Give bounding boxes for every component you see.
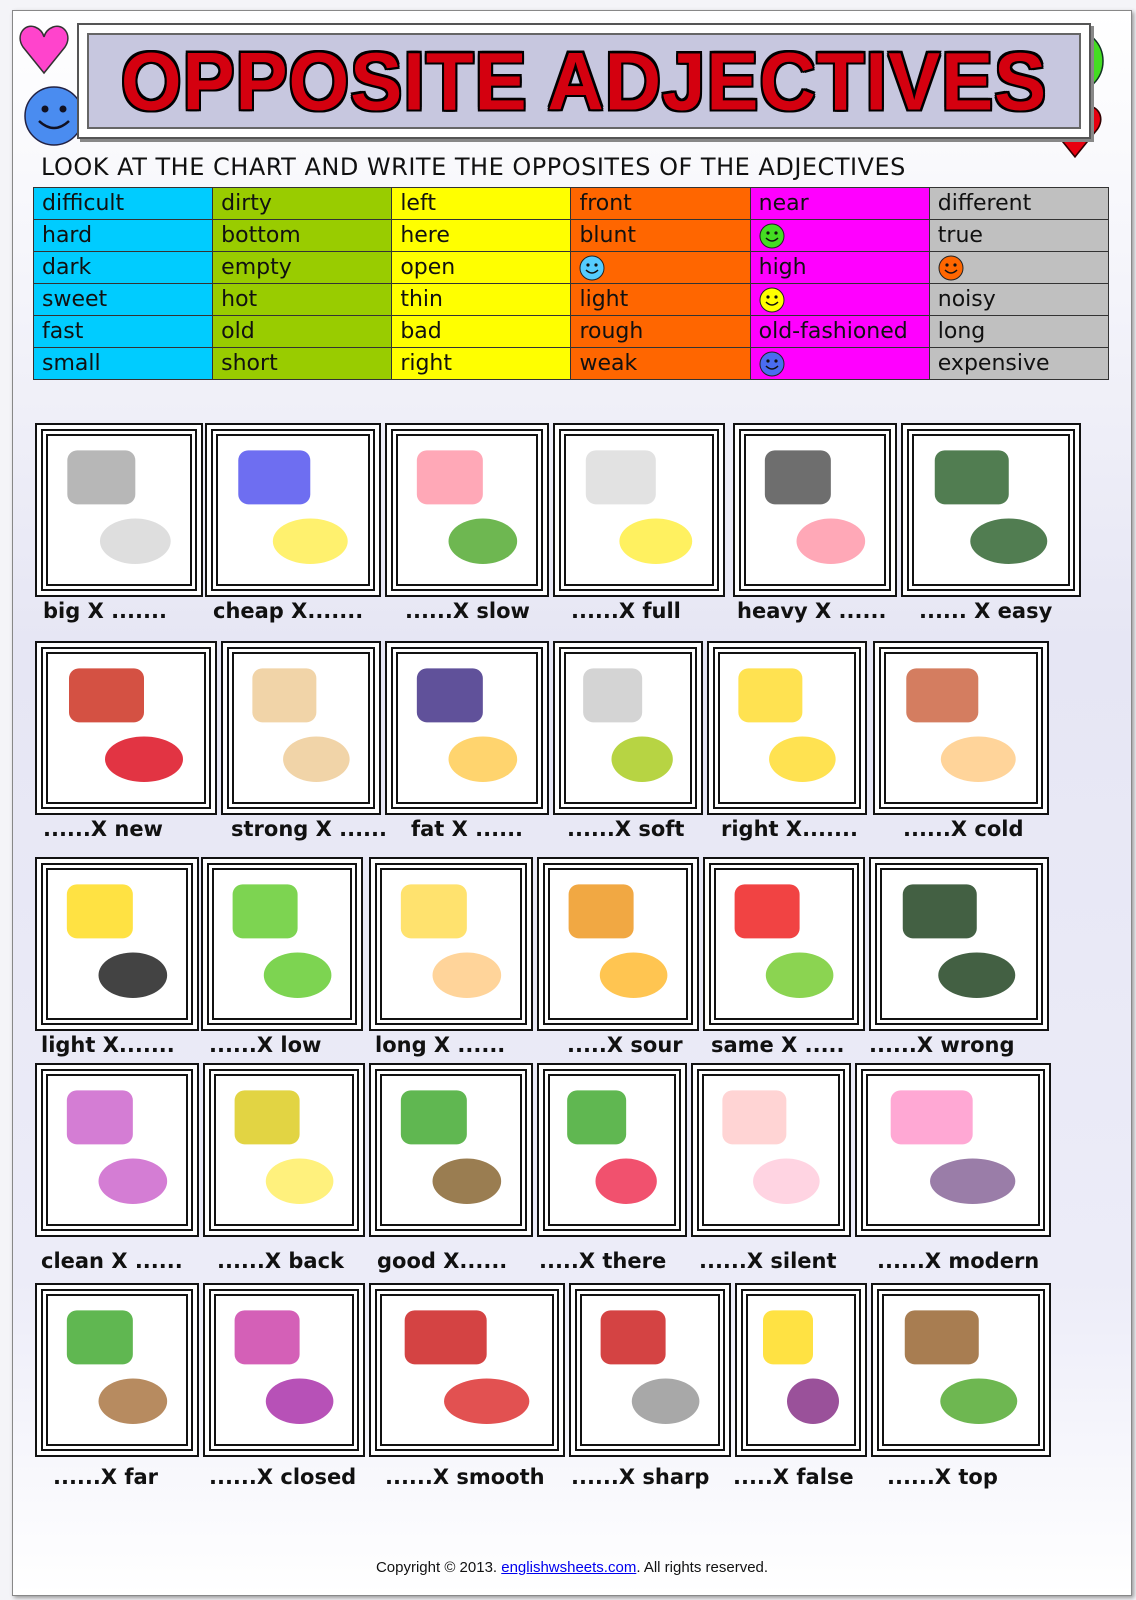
illustration-icon xyxy=(585,1299,715,1441)
picture-caption[interactable]: .....X sour xyxy=(567,1033,683,1057)
chart-cell: weak xyxy=(571,348,750,380)
chart-cell: blunt xyxy=(571,220,750,252)
picture-caption[interactable]: ......X modern xyxy=(877,1249,1040,1273)
picture-card xyxy=(735,1283,867,1457)
picture-card xyxy=(35,1063,199,1237)
picture-card xyxy=(203,1063,365,1237)
chart-cell: near xyxy=(750,188,929,220)
worksheet-page xyxy=(12,10,1132,1596)
illustration-icon xyxy=(221,439,365,581)
chart-smiley-cell xyxy=(929,252,1108,284)
picture-caption[interactable]: ......X top xyxy=(887,1465,998,1489)
illustration-icon xyxy=(885,873,1033,1015)
chart-cell: hot xyxy=(213,284,392,316)
chart-cell: dark xyxy=(34,252,213,284)
chart-cell: front xyxy=(571,188,750,220)
illustration-icon xyxy=(385,873,517,1015)
picture-card xyxy=(553,423,725,597)
chart-smiley-cell xyxy=(571,252,750,284)
chart-smiley-cell xyxy=(750,284,929,316)
illustration-icon xyxy=(219,1079,349,1221)
chart-cell: true xyxy=(929,220,1108,252)
chart-cell: right xyxy=(392,348,571,380)
illustration-icon xyxy=(385,1079,517,1221)
chart-smiley-cell xyxy=(750,348,929,380)
chart-cell: difficult xyxy=(34,188,213,220)
chart-cell: high xyxy=(750,252,929,284)
picture-caption[interactable]: .....X false xyxy=(733,1465,854,1489)
chart-cell: expensive xyxy=(929,348,1108,380)
picture-caption[interactable]: ......X soft xyxy=(567,817,685,841)
illustration-icon xyxy=(569,439,709,581)
illustration-icon xyxy=(219,1299,349,1441)
picture-caption[interactable]: clean X ...... xyxy=(41,1249,183,1273)
chart-cell: here xyxy=(392,220,571,252)
chart-row xyxy=(34,252,1109,284)
picture-card xyxy=(869,857,1049,1031)
illustration-icon xyxy=(749,439,881,581)
copyright-prefix: Copyright © 2013. xyxy=(375,1559,502,1576)
picture-card xyxy=(221,641,381,815)
illustration-icon xyxy=(707,1079,835,1221)
chart-cell: thin xyxy=(392,284,571,316)
picture-caption[interactable]: good X...... xyxy=(377,1249,508,1273)
picture-caption[interactable]: big X ....... xyxy=(43,599,167,623)
picture-card xyxy=(35,857,199,1031)
chart-row xyxy=(34,316,1109,348)
picture-caption[interactable]: light X....... xyxy=(41,1033,175,1057)
illustration-icon xyxy=(385,1299,549,1441)
picture-card xyxy=(385,423,549,597)
chart-cell: bad xyxy=(392,316,571,348)
picture-card xyxy=(537,1063,687,1237)
picture-caption[interactable]: ......X cold xyxy=(903,817,1024,841)
chart-row xyxy=(34,220,1109,252)
picture-card xyxy=(35,423,203,597)
chart-cell: hard xyxy=(34,220,213,252)
picture-card xyxy=(901,423,1081,597)
illustration-icon xyxy=(889,657,1033,799)
picture-card xyxy=(203,1283,365,1457)
illustration-icon xyxy=(237,657,365,799)
chart-row xyxy=(34,188,1109,220)
instruction-text: LOOK AT THE CHART AND WRITE THE OPPOSITES OF THE ADJECTIVES xyxy=(41,153,906,181)
illustration-icon xyxy=(51,439,187,581)
chart-cell: dirty xyxy=(213,188,392,220)
adjectives-chart xyxy=(33,187,1109,380)
chart-cell: sweet xyxy=(34,284,213,316)
smiley-icon xyxy=(579,255,605,281)
page-title: OPPOSITE ADJECTIVES xyxy=(120,34,1048,127)
picture-card xyxy=(35,641,217,815)
illustration-icon xyxy=(553,873,683,1015)
picture-caption[interactable]: ......X low xyxy=(209,1033,322,1057)
illustration-icon xyxy=(917,439,1065,581)
picture-caption[interactable]: ......X far xyxy=(53,1465,159,1489)
smiley-icon xyxy=(759,223,785,249)
picture-card xyxy=(205,423,381,597)
illustration-icon xyxy=(871,1079,1035,1221)
picture-card xyxy=(369,1283,565,1457)
chart-cell: empty xyxy=(213,252,392,284)
chart-cell: bottom xyxy=(213,220,392,252)
chart-row xyxy=(34,348,1109,380)
picture-caption[interactable]: ...... X easy xyxy=(919,599,1053,623)
picture-caption[interactable]: ......X back xyxy=(217,1249,344,1273)
picture-caption[interactable]: long X ...... xyxy=(375,1033,506,1057)
illustration-icon xyxy=(723,657,851,799)
illustration-icon xyxy=(217,873,347,1015)
chart-cell: rough xyxy=(571,316,750,348)
picture-card xyxy=(537,857,699,1031)
picture-caption[interactable]: strong X ...... xyxy=(231,817,387,841)
picture-caption[interactable]: same X ..... xyxy=(711,1033,845,1057)
picture-caption[interactable]: cheap X....... xyxy=(213,599,364,623)
picture-caption[interactable]: ......X smooth xyxy=(385,1465,545,1489)
chart-cell: left xyxy=(392,188,571,220)
smiley-icon xyxy=(759,287,785,313)
smiley-icon xyxy=(759,351,785,377)
chart-cell: old xyxy=(213,316,392,348)
picture-card xyxy=(369,1063,533,1237)
chart-cell: fast xyxy=(34,316,213,348)
illustration-icon xyxy=(553,1079,671,1221)
picture-card xyxy=(707,641,867,815)
chart-cell: different xyxy=(929,188,1108,220)
illustration-icon xyxy=(51,657,201,799)
illustration-icon xyxy=(51,1079,183,1221)
picture-card xyxy=(871,1283,1051,1457)
picture-caption[interactable]: ......X sharp xyxy=(571,1465,710,1489)
picture-card xyxy=(369,857,533,1031)
illustration-icon xyxy=(51,1299,183,1441)
picture-card xyxy=(733,423,897,597)
illustration-icon xyxy=(51,873,183,1015)
chart-cell: open xyxy=(392,252,571,284)
copyright-footer xyxy=(13,1559,1131,1576)
picture-caption[interactable]: fat X ...... xyxy=(411,817,524,841)
picture-card xyxy=(35,1283,199,1457)
illustration-icon xyxy=(401,657,533,799)
chart-cell: light xyxy=(571,284,750,316)
picture-caption[interactable]: ......X new xyxy=(43,817,163,841)
chart-cell: small xyxy=(34,348,213,380)
picture-caption[interactable]: right X....... xyxy=(721,817,858,841)
chart-row xyxy=(34,284,1109,316)
illustration-icon xyxy=(751,1299,851,1441)
picture-card xyxy=(873,641,1049,815)
picture-caption[interactable]: ......X silent xyxy=(699,1249,837,1273)
picture-caption[interactable]: ......X wrong xyxy=(869,1033,1015,1057)
picture-card xyxy=(553,641,703,815)
smiley-icon xyxy=(938,255,964,281)
chart-cell: short xyxy=(213,348,392,380)
illustration-icon xyxy=(401,439,533,581)
picture-card xyxy=(855,1063,1051,1237)
picture-caption[interactable]: ......X slow xyxy=(405,599,530,623)
chart-cell: old-fashioned xyxy=(750,316,929,348)
copyright-link[interactable]: englishwsheets.com xyxy=(501,1559,637,1576)
pink-heart-icon xyxy=(19,23,69,75)
picture-card xyxy=(703,857,865,1031)
picture-caption[interactable]: .....X there xyxy=(539,1249,667,1273)
blue-smiley-icon xyxy=(23,85,85,147)
picture-caption[interactable]: ......X closed xyxy=(209,1465,357,1489)
copyright-suffix: . All rights reserved. xyxy=(636,1559,769,1576)
chart-smiley-cell xyxy=(750,220,929,252)
picture-card xyxy=(385,641,549,815)
illustration-icon xyxy=(569,657,687,799)
chart-cell: long xyxy=(929,316,1108,348)
picture-caption[interactable]: ......X full xyxy=(571,599,681,623)
illustration-icon xyxy=(887,1299,1035,1441)
picture-card xyxy=(569,1283,731,1457)
picture-card xyxy=(201,857,363,1031)
picture-card xyxy=(691,1063,851,1237)
illustration-icon xyxy=(719,873,849,1015)
picture-caption[interactable]: heavy X ...... xyxy=(737,599,887,623)
title-banner xyxy=(77,23,1091,139)
chart-cell: noisy xyxy=(929,284,1108,316)
